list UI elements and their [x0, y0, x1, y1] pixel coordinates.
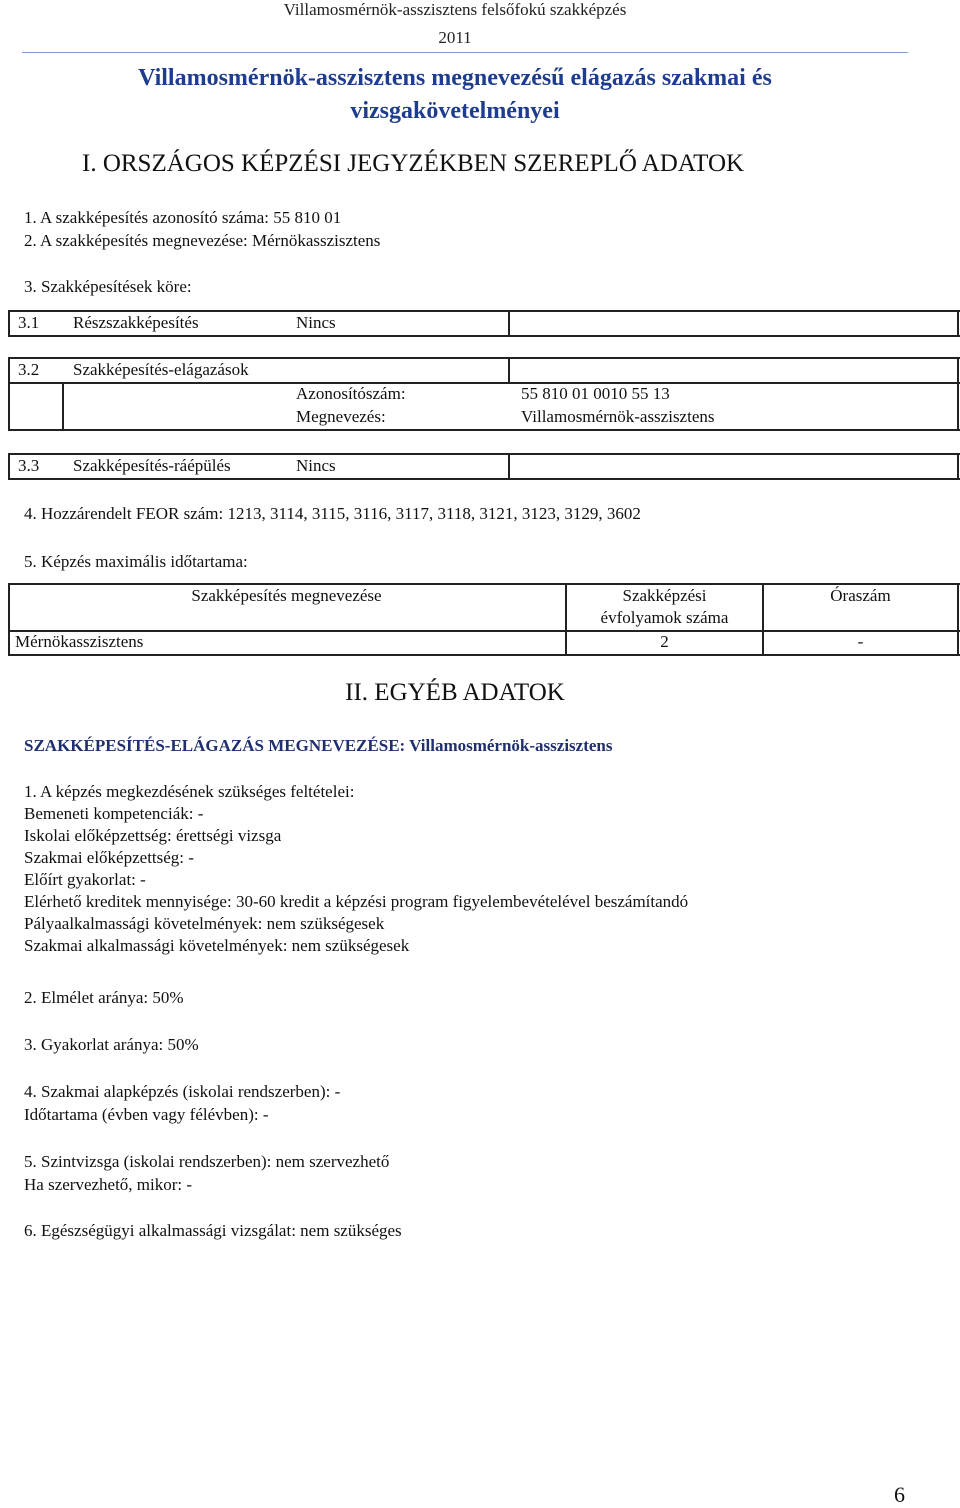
row-3-2-number: 3.2	[18, 360, 40, 379]
branch-name-label: Megnevezés:	[296, 407, 386, 426]
level-exam-when: Ha szervezhető, mikor: -	[24, 1175, 193, 1194]
row-3-1-label: Részszakképesítés	[73, 313, 199, 332]
item-1: 1. A szakképesítés azonosító száma: 55 810 01	[24, 208, 342, 227]
duration-table-right-border	[957, 583, 959, 656]
document-title	[0, 62, 910, 128]
title-line-2: vizsgakövetelményei	[350, 98, 560, 124]
table-3-2-left-border	[8, 357, 10, 431]
duration-col-years-header-line2: évfolyamok száma	[600, 608, 729, 627]
title-line-1: Villamosmérnök-asszisztens megnevezésű elágazás szakmai és	[138, 65, 772, 91]
theory-ratio: 2. Elmélet aránya: 50%	[24, 988, 184, 1007]
prerequisites-line: 1. A képzés megkezdésének szükséges feltételei:	[24, 782, 355, 801]
prerequisites-line: Pályaalkalmassági követelmények: nem szükségesek	[24, 914, 385, 933]
practice-ratio: 3. Gyakorlat aránya: 50%	[24, 1035, 199, 1054]
prerequisites-block	[24, 781, 688, 957]
row-3-3-label: Szakképesítés-ráépülés	[73, 456, 231, 475]
table-3-1-top-border	[8, 310, 960, 312]
duration-row-years: 2	[660, 632, 669, 651]
header-divider	[22, 52, 908, 53]
table-3-2-top-border	[8, 357, 960, 359]
prerequisites-line: Szakmai előképzettség: -	[24, 848, 194, 867]
branch-id-value: 55 810 01 0010 55 13	[521, 384, 670, 403]
duration-row-hours: -	[857, 632, 864, 651]
branch-name-value: Villamosmérnök-asszisztens	[521, 407, 715, 426]
item-3: 3. Szakképesítések köre:	[24, 277, 192, 296]
level-exam: 5. Szintvizsga (iskolai rendszerben): nem szervezhető	[24, 1152, 390, 1171]
prerequisites-line: Bemeneti kompetenciák: -	[24, 804, 204, 823]
duration-col-hours-header: Óraszám	[830, 586, 891, 605]
row-3-1-value: Nincs	[296, 313, 336, 332]
table-3-2-right-border	[957, 357, 959, 431]
basic-training: 4. Szakmai alapképzés (iskolai rendszerben): -	[24, 1082, 341, 1101]
table-3-1-right-border	[957, 310, 959, 337]
branch-name-heading: SZAKKÉPESÍTÉS-ELÁGAZÁS MEGNEVEZÉSE: Villamosmérnök-asszisztens	[24, 736, 613, 755]
table-3-3-mid-border	[508, 453, 510, 480]
row-3-1-number: 3.1	[18, 313, 40, 332]
branch-id-label: Azonosítószám:	[296, 384, 406, 403]
prerequisites-line: Iskolai előképzettség: érettségi vizsga	[24, 826, 282, 845]
table-3-3-bottom-border	[8, 478, 960, 480]
basic-training-duration: Időtartama (évben vagy félévben): -	[24, 1105, 269, 1124]
running-header: Villamosmérnök-asszisztens felsőfokú szakképzés	[283, 0, 627, 19]
table-3-2-bottom-border	[8, 429, 960, 431]
item-5: 5. Képzés maximális időtartama:	[24, 552, 248, 571]
item-4-feor: 4. Hozzárendelt FEOR szám: 1213, 3114, 3115, 3116, 3117, 3118, 3121, 3123, 3129, 3602	[24, 504, 641, 523]
table-3-2-mid-border	[508, 357, 510, 384]
duration-col-years-header-line1: Szakképzési	[622, 586, 707, 605]
row-3-3-value: Nincs	[296, 456, 336, 475]
duration-table-bottom-border	[8, 654, 960, 656]
table-3-2-num-divider	[62, 382, 64, 431]
duration-row-name: Mérnökasszisztens	[15, 632, 144, 651]
table-3-2-row-divider	[8, 382, 960, 384]
header-year: 2011	[438, 28, 472, 47]
medical-exam: 6. Egészségügyi alkalmassági vizsgálat: nem szükséges	[24, 1221, 402, 1240]
page-number: 6	[894, 1482, 905, 1507]
item-2: 2. A szakképesítés megnevezése: Mérnökasszisztens	[24, 231, 381, 250]
duration-table-top-border	[8, 583, 960, 585]
duration-col-name-header: Szakképesítés megnevezése	[191, 586, 382, 605]
prerequisites-line: Szakmai alkalmassági követelmények: nem szükségesek	[24, 936, 410, 955]
table-3-3-right-border	[957, 453, 959, 480]
row-3-2-label: Szakképesítés-elágazások	[73, 360, 249, 379]
table-3-1-bottom-border	[8, 335, 960, 337]
prerequisites-line: Elérhető kreditek mennyisége: 30-60 kredit a képzési program figyelembevételével beszámítandó	[24, 892, 689, 911]
row-3-3-number: 3.3	[18, 456, 40, 475]
table-3-1-left-border	[8, 310, 10, 337]
prerequisites-line: Előírt gyakorlat: -	[24, 870, 146, 889]
table-3-3-left-border	[8, 453, 10, 480]
section-1-heading: I. ORSZÁGOS KÉPZÉSI JEGYZÉKBEN SZEREPLŐ ADATOK	[82, 150, 745, 177]
table-3-3-top-border	[8, 453, 960, 455]
table-3-1-mid-border	[508, 310, 510, 337]
section-2-heading: II. EGYÉB ADATOK	[345, 679, 565, 706]
